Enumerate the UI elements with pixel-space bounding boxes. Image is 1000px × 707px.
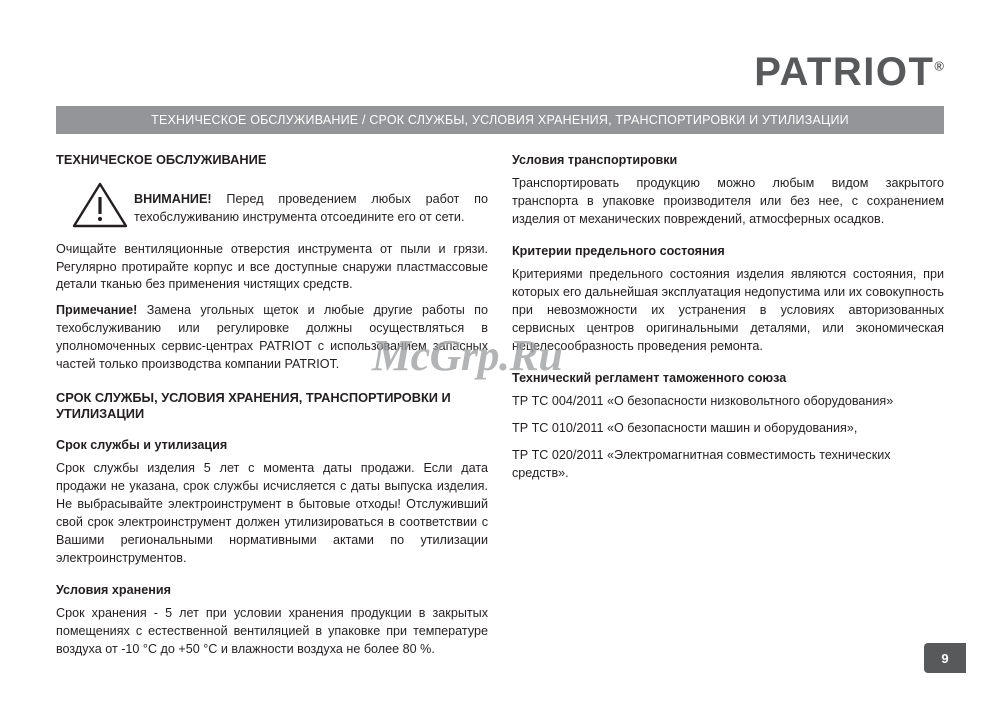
subheading-transport: Условия транспортировки: [512, 153, 678, 167]
subheading-life-disposal: Срок службы и утилизация: [56, 438, 228, 452]
paragraph-storage: Срок хранения - 5 лет при условии хранения продукции в закрытых помещениях с естественной вентиляцией в упаковке при температуре воздуха от -10 °С до +50 °С и влажности воздуха не более 80 %.: [56, 605, 488, 656]
section-header-bar: [56, 106, 944, 134]
regulations-list: [512, 393, 944, 483]
warning-label: ВНИМАНИЕ!: [134, 191, 212, 206]
subheading-criteria: Критерии предельного состояния: [512, 243, 725, 258]
note-label: Примечание!: [56, 303, 138, 318]
warning-triangle-icon: [72, 181, 128, 229]
left-column: [56, 152, 488, 667]
list-item: ТР ТС 010/2011 «О безопасности машин и оборудования»,: [512, 420, 858, 435]
note-paragraph: [56, 302, 488, 374]
brand-registered-mark: ®: [934, 58, 944, 74]
brand-logo: [754, 52, 944, 92]
paragraph-criteria: Критериями предельного состояния изделия являются состояния, при которых его дальнейшая эксплуатация недопустима или их совокупность при невозможности их устранения в условиях авторизованных сервисных центров оригинальными деталями, или экономическая нецелесообразность проведения ремонта.: [512, 267, 944, 353]
paragraph-service-life: Срок службы изделия 5 лет с момента даты продажи. Если дата продажи не указана, срок службы исчисляется с даты выпуска изделия. Не выбрасывайте электроинструмент в бытовые отходы! Отслуживший свой срок электроинструмент должен утилизироваться в соответствии с Вашими региональными нормативными актами по утилизации электроинструментов.: [56, 461, 488, 565]
watermark: McGrp.Ru: [372, 331, 563, 380]
warning-paragraph: [134, 179, 488, 227]
heading-maintenance: ТЕХНИЧЕСКОЕ ОБСЛУЖИВАНИЕ: [56, 152, 267, 167]
subheading-regulations: Технический регламент таможенного союза: [512, 370, 787, 385]
brand-name: PATRIOT: [754, 50, 935, 94]
paragraph-cleaning: Очищайте вентиляционные отверстия инструмента от пыли и грязи. Регулярно протирайте корпус и все доступные снаружи пластмассовые детали тканью без применения чистящих средств.: [56, 241, 488, 292]
section-header-title: ТЕХНИЧЕСКОЕ ОБСЛУЖИВАНИЕ / СРОК СЛУЖБЫ, УСЛОВИЯ ХРАНЕНИЯ, ТРАНСПОРТИРОВКИ И УТИЛИЗАЦИИ: [151, 113, 849, 127]
page-number-badge: 9: [924, 643, 966, 673]
heading-service-life: СРОК СЛУЖБЫ, УСЛОВИЯ ХРАНЕНИЯ, ТРАНСПОРТИРОВКИ И УТИЛИЗАЦИИ: [56, 389, 451, 422]
list-item: ТР ТС 020/2011 «Электромагнитная совместимость технических средств».: [512, 447, 891, 480]
list-item: ТР ТС 004/2011 «О безопасности низковольтного оборудования»: [512, 394, 894, 409]
right-column: [512, 152, 944, 492]
warning-block: [56, 179, 488, 231]
warning-text: Перед проведением любых работ по техобслуживанию инструмента отсоедините его от сети.: [134, 191, 488, 224]
note-text: Замена угольных щеток и любые другие работы по техобслуживанию или регулировке должны осуществляться в уполномоченных сервис-центрах PATRIOT с использованием запасных частей только производства компании PATRIOT.: [56, 303, 488, 371]
paragraph-transport: Транспортировать продукцию можно любым видом закрытого транспорта в упаковке производителя или без нее, с сохранением изделия от механических повреждений, атмосферных осадков.: [512, 176, 944, 227]
subheading-storage: Условия хранения: [56, 582, 171, 597]
